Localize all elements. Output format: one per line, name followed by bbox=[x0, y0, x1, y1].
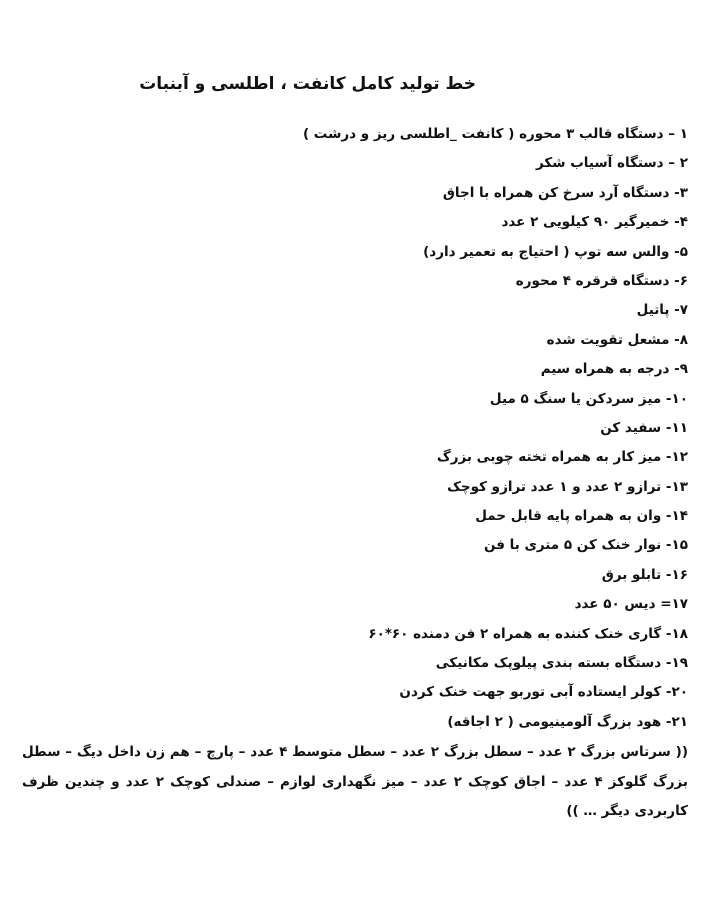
list-item: ۱۶- تابلو برق bbox=[601, 566, 688, 583]
list-item: ۲ – دستگاه آسیاب شکر bbox=[536, 155, 688, 172]
list-item: ۲۰- کولر ایستاده آبی توربو جهت خنک کردن bbox=[399, 684, 688, 701]
list-item: ۷- پاتیل bbox=[636, 302, 688, 319]
list-item: ۸- مشعل تقویت شده bbox=[546, 331, 688, 348]
list-item: ۱۲- میز کار به همراه تخته چوبی بزرگ bbox=[436, 449, 688, 466]
list-item: ۹- درجه به همراه سیم bbox=[540, 361, 688, 378]
list-item: ۱ – دستگاه قالب ۳ محوره ( کانفت _اطلسی ریز و درشت ) bbox=[302, 126, 688, 142]
list-item: ۲۱- هود بزرگ آلومینیومی ( ۲ اجاقه) bbox=[447, 713, 688, 730]
list-item: ۵- والس سه توپ ( احتیاج به تعمیر دارد) bbox=[423, 243, 688, 260]
list-item: ۱۷= دیس ۵۰ عدد bbox=[574, 596, 688, 613]
list-item: ۳- دستگاه آرد سرخ کن همراه با اجاق bbox=[442, 184, 688, 201]
list-item: ۱۵- نوار خنک کن ۵ متری با فن bbox=[483, 537, 688, 554]
extra-items-note: (( سرتاس بزرگ ۲ عدد – سطل بزرگ ۲ عدد – سطل متوسط ۴ عدد – پارچ – هم زن داخل دیگ – سطل بزرگ گلوکز ۴ عدد – اجاق کوچک ۲ عدد – میز نگهداری لوازم – صندلی کوچک ۲ عدد و چندین ظرف کاربردی دیگر … )) bbox=[22, 744, 688, 819]
list-item: ۱۰- میز سردکن یا سنگ ۵ میل bbox=[489, 390, 688, 407]
list-item: ۱۸- گاری خنک کننده به همراه ۲ فن دمنده ۶۰*۶۰ bbox=[368, 625, 688, 642]
list-item: ۱۱- سفید کن bbox=[600, 419, 688, 436]
list-item: ۴- خمیرگیر ۹۰ کیلویی ۲ عدد bbox=[501, 214, 688, 231]
list-item: ۱۳- ترازو ۲ عدد و ۱ عدد ترازو کوچک bbox=[447, 478, 688, 495]
equipment-list bbox=[28, 120, 688, 737]
list-item: ۱۹- دستگاه بسته بندی پیلوپک مکانیکی bbox=[435, 655, 688, 672]
list-item: ۶- دستگاه قرقره ۴ محوره bbox=[515, 272, 688, 289]
list-item: ۱۴- وان به همراه پایه قابل حمل bbox=[475, 508, 688, 525]
document-title: خط تولید کامل کانفت ، اطلسی و آبنبات bbox=[139, 74, 476, 94]
